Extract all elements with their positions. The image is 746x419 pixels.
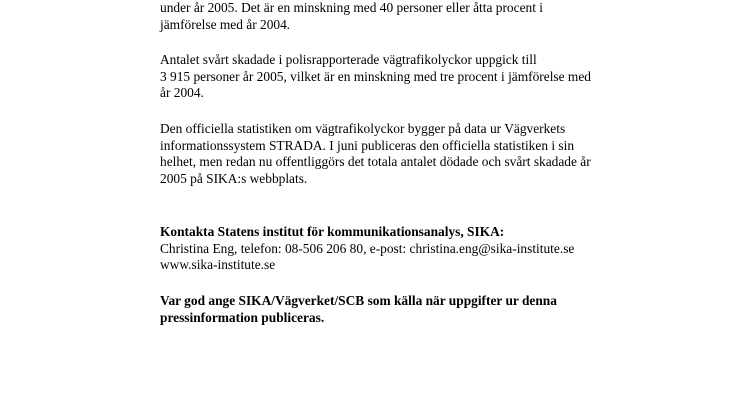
source-attribution-note — [160, 293, 557, 326]
website-link[interactable]: www.sika-institute.se — [160, 257, 276, 273]
text-line: informationssystem STRADA. I juni publiceras den officiella statistiken i sin — [160, 137, 575, 153]
paragraph-official-statistics — [160, 121, 591, 187]
text-line: pressinformation publiceras. — [160, 309, 325, 325]
contact-heading: Kontakta Statens institut för kommunikationsanalys, SIKA: — [160, 224, 505, 239]
contact-block — [160, 224, 574, 274]
text-line: jämförelse med år 2004. — [160, 16, 291, 32]
paragraph-fatalities-summary — [160, 0, 543, 33]
contact-details: Christina Eng, telefon: 08-506 206 80, e-post: christina.eng@sika-institute.se — [160, 240, 575, 256]
text-line: helhet, men redan nu offentliggörs det totala antalet dödade och svårt skadade år — [160, 154, 591, 170]
text-line: 3 915 personer år 2005, vilket är en minskning med tre procent i jämförelse med — [160, 68, 591, 84]
text-line: Antalet svårt skadade i polisrapporterade vägtrafikolyckor uppgick till — [160, 52, 537, 67]
text-line: Var god ange SIKA/Vägverket/SCB som källa när uppgifter ur denna — [160, 293, 557, 308]
text-line: år 2004. — [160, 85, 204, 101]
text-line: 2005 på SIKA:s webbplats. — [160, 170, 308, 186]
text-line: Den officiella statistiken om vägtrafikolyckor bygger på data ur Vägverkets — [160, 121, 566, 136]
paragraph-serious-injuries — [160, 52, 591, 102]
text-line: under år 2005. Det är en minskning med 40 personer eller åtta procent i — [160, 0, 543, 15]
